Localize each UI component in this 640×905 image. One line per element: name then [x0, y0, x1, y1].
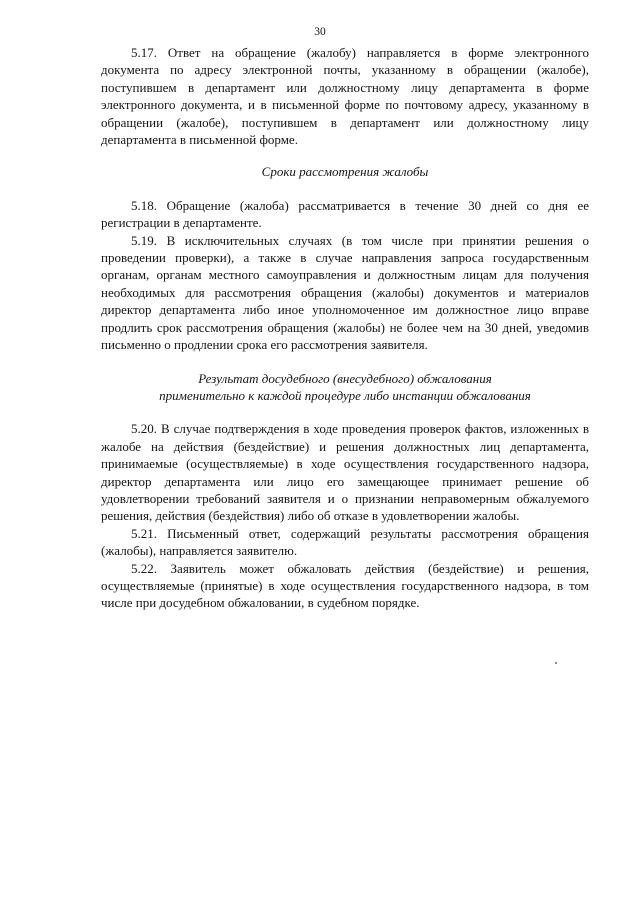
- paragraph-5-19: 5.19. В исключительных случаях (в том числе при принятии решения о проведении проверки), а также в случае направления запроса государственным органам, органам местного самоуправления и должностным лицам для получения необходимых для рассмотрения обращения (жалобы) документов и материалов директор департамента либо иное уполномоченное им должностное лицо вправе продлить срок рассмотрения обращения (жалобы) не более чем на 30 дней, уведомив письменно о продлении срока его рассмотрения заявителя.: [101, 232, 589, 353]
- paragraph-5-20: 5.20. В случае подтверждения в ходе проведения проверок фактов, изложенных в жалобе на действия (бездействие) и решения должностных лиц департамента, принимаемые (осуществляемые) в ходе осуществления государственного надзора, директор департамента или лицо его замещающее принимает решение об удовлетворении требований заявителя и о признании неправомерным обжалуемого решения, действия (бездействия) либо об отказе в удовлетворении жалобы.: [101, 421, 589, 524]
- section-heading-review-terms: Сроки рассмотрения жалобы: [261, 164, 429, 180]
- section-heading-appeal-result: [101, 370, 589, 405]
- scan-speck: [555, 662, 557, 664]
- paragraph-5-22: 5.22. Заявитель может обжаловать действия (бездействие) и решения, осуществляемые (принятые) в ходе осуществления государственного надзора, в том числе при досудебном обжаловании, в судебном порядке.: [101, 560, 589, 611]
- page-number: 30: [314, 26, 326, 38]
- paragraph-5-17: 5.17. Ответ на обращение (жалобу) направляется в форме электронного документа по адресу электронной почты, указанному в обращении (жалобе), поступившем в департамент или должностному лицу департамента в форме электронного документа, и в письменной форме по почтовому адресу, указанному в обращении (жалобе), поступившем в департамент или должностному лицу департамента в письменной форме.: [101, 45, 589, 148]
- section-heading-line-2: применительно к каждой процедуре либо инстанции обжалования: [159, 387, 531, 403]
- section-heading-line-1: Результат досудебного (внесудебного) обжалования: [198, 370, 492, 386]
- paragraph-5-18: 5.18. Обращение (жалоба) рассматривается в течение 30 дней со дня ее регистрации в департаменте.: [101, 197, 589, 231]
- document-body: [101, 44, 589, 612]
- paragraph-5-21: 5.21. Письменный ответ, содержащий результаты рассмотрения обращения (жалобы), направляется заявителю.: [101, 525, 589, 559]
